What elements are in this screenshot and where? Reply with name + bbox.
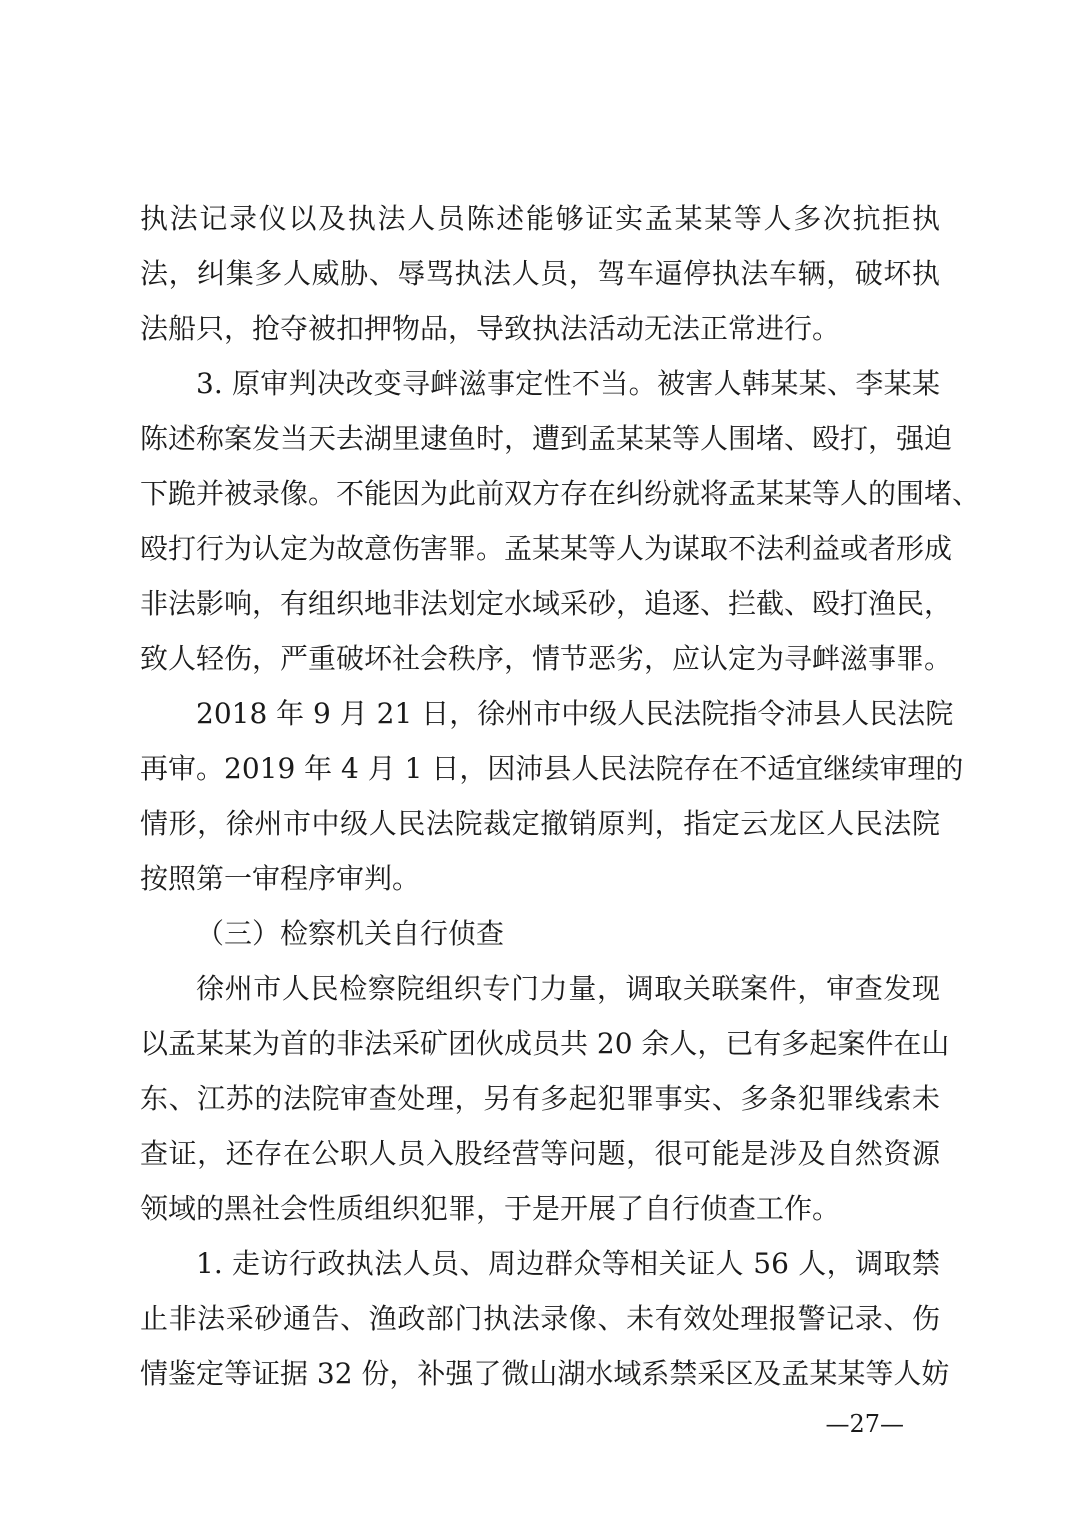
- text-line: 法，纠集多人威胁、辱骂执法人员，驾车逼停执法车辆，破坏执: [140, 257, 940, 290]
- text-line: 徐州市人民检察院组织专门力量，调取关联案件，审查发现: [196, 972, 940, 1005]
- text-line: 情鉴定等证据 32 份，补强了微山湖水域系禁采区及孟某某等人妨: [140, 1357, 950, 1390]
- text-line: 止非法采砂通告、渔政部门执法录像、未有效处理报警记录、伤: [140, 1302, 940, 1335]
- text-line: 东、江苏的法院审查处理，另有多起犯罪事实、多条犯罪线索未: [140, 1082, 940, 1115]
- text-line: 查证，还存在公职人员入股经营等问题，很可能是涉及自然资源: [140, 1137, 940, 1170]
- text-line: 2018 年 9 月 21 日，徐州市中级人民法院指令沛县人民法院: [196, 697, 954, 730]
- page-number: —27—: [825, 1410, 904, 1438]
- section-heading: （三）检察机关自行侦查: [196, 917, 505, 950]
- text-line: 按照第一审程序审判。: [140, 862, 421, 895]
- text-line: 领域的黑社会性质组织犯罪，于是开展了自行侦查工作。: [140, 1192, 841, 1225]
- text-line: 执法记录仪以及执法人员陈述能够证实孟某某等人多次抗拒执: [140, 202, 940, 235]
- text-line: 致人轻伤，严重破坏社会秩序，情节恶劣，应认定为寻衅滋事罪。: [140, 642, 953, 675]
- text-line: 3. 原审判决改变寻衅滋事定性不当。被害人韩某某、李某某: [196, 367, 940, 400]
- text-line: 1. 走访行政执法人员、周边群众等相关证人 56 人，调取禁: [196, 1247, 940, 1280]
- text-line: 再审。2019 年 4 月 1 日，因沛县人民法院存在不适宜继续审理的: [140, 752, 964, 785]
- text-line: 非法影响，有组织地非法划定水域采砂，追逐、拦截、殴打渔民，: [140, 587, 953, 620]
- text-line: 法船只，抢夺被扣押物品，导致执法活动无法正常进行。: [140, 312, 841, 345]
- text-line: 下跪并被录像。不能因为此前双方存在纠纷就将孟某某等人的围堵、: [140, 477, 981, 510]
- text-line: 陈述称案发当天去湖里逮鱼时，遭到孟某某等人围堵、殴打，强迫: [140, 422, 953, 455]
- text-line: 以孟某某为首的非法采矿团伙成员共 20 余人，已有多起案件在山: [140, 1027, 950, 1060]
- text-line: 殴打行为认定为故意伤害罪。孟某某等人为谋取不法利益或者形成: [140, 532, 953, 565]
- body-text: [140, 191, 981, 1401]
- text-line: 情形，徐州市中级人民法院裁定撤销原判，指定云龙区人民法院: [140, 807, 940, 840]
